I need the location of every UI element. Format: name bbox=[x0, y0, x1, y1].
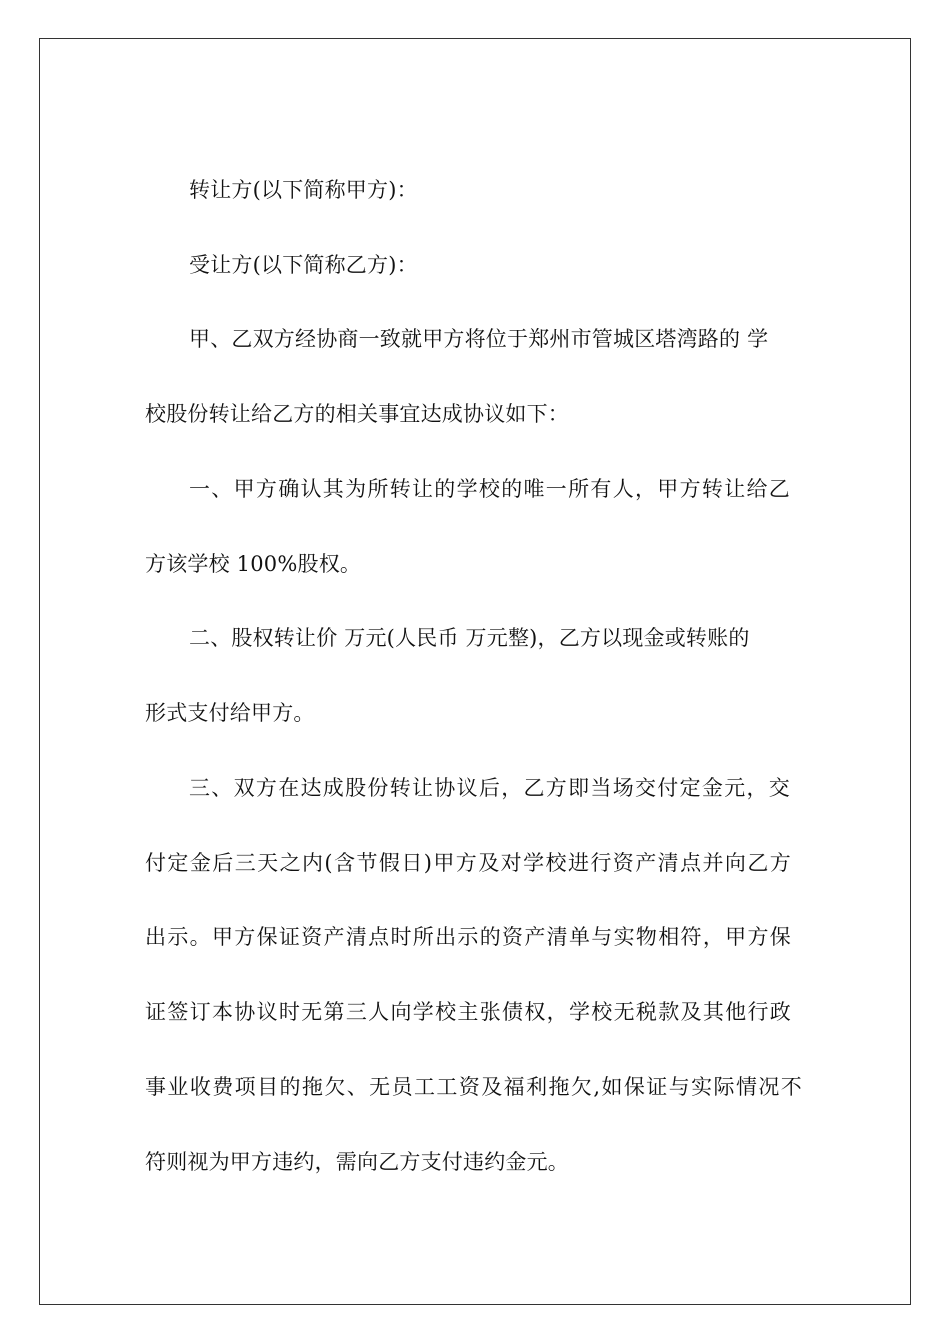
clause-3-line-6: 符则视为甲方违约，需向乙方支付违约金元。 bbox=[145, 1150, 569, 1174]
clause-3-line-1: 三、双方在达成股份转让协议后，乙方即当场交付定金元，交 bbox=[189, 776, 790, 800]
clause-2-line-2: 形式支付给甲方。 bbox=[145, 701, 315, 725]
clause-3-line-3: 出示。甲方保证资产清点时所出示的资产清单与实物相符，甲方保 bbox=[145, 925, 791, 949]
intro-paragraph-line-2: 校股份转让给乙方的相关事宜达成协议如下： bbox=[145, 402, 569, 426]
transferee-line: 受让方(以下简称乙方)： bbox=[189, 253, 418, 277]
clause-3-line-5: 事业收费项目的拖欠、无员工工资及福利拖欠,如保证与实际情况不 bbox=[145, 1075, 802, 1099]
intro-paragraph-line-1: 甲、乙双方经协商一致就甲方将位于郑州市管城区塔湾路的 学 bbox=[189, 327, 769, 351]
clause-3-line-4: 证签订本协议时无第三人向学校主张债权，学校无税款及其他行政 bbox=[145, 1000, 791, 1024]
clause-3-line-2: 付定金后三天之内(含节假日)甲方及对学校进行资产清点并向乙方 bbox=[145, 851, 791, 875]
clause-1-line-1: 一、甲方确认其为所转让的学校的唯一所有人，甲方转让给乙 bbox=[189, 477, 790, 501]
clause-1-line-2: 方该学校 100%股权。 bbox=[145, 552, 362, 576]
clause-2-line-1: 二、股权转让价 万元(人民币 万元整)，乙方以现金或转账的 bbox=[189, 626, 750, 650]
page-border bbox=[39, 38, 911, 1305]
transferor-line: 转让方(以下简称甲方)： bbox=[189, 178, 418, 202]
